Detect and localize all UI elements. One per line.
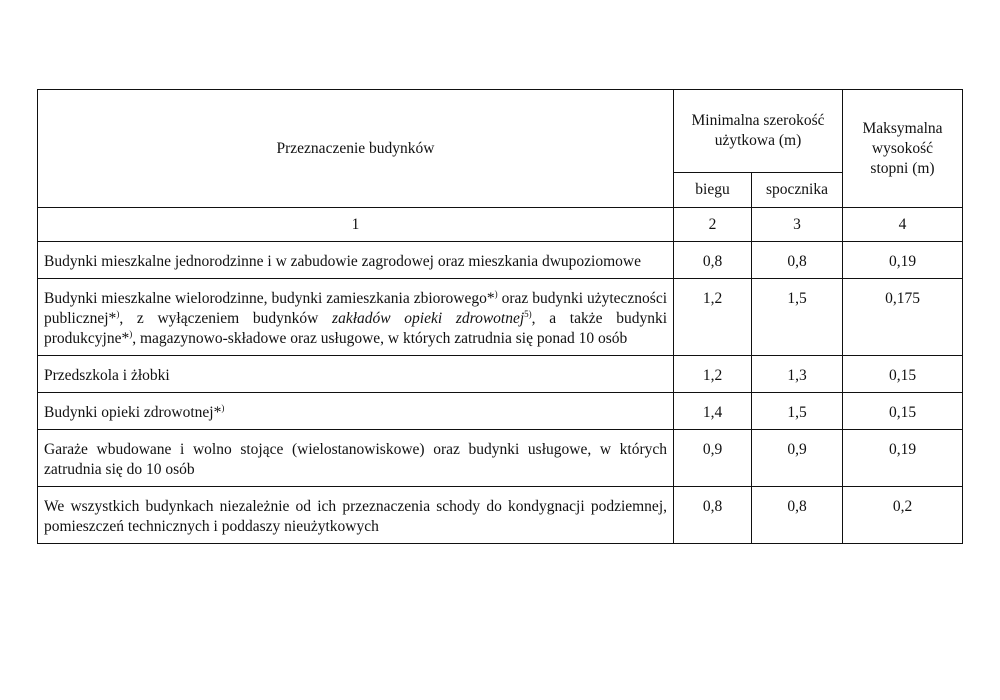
table-row: [38, 393, 963, 430]
header-min-width: Minimalna szerokość użytkowa (m): [674, 90, 843, 173]
header-max-height: Maksymalna wysokość stopni (m): [843, 90, 963, 208]
step-height-cell: 0,19: [843, 242, 963, 279]
step-height-cell: 0,15: [843, 356, 963, 393]
step-height-cell: 0,15: [843, 393, 963, 430]
building-purpose-cell: [38, 356, 674, 393]
building-purpose-text: Garaże wbudowane i wolno stojące (wielostanowiskowe) oraz budynki usługowe, w których zatrudnia się do 10 osób: [44, 441, 667, 478]
step-height-cell: 0,19: [843, 430, 963, 487]
flight-width-cell: 0,9: [674, 430, 752, 487]
landing-width-cell: 0,8: [752, 242, 843, 279]
landing-width-cell: 1,5: [752, 393, 843, 430]
header-purpose: Przeznaczenie budynków: [38, 90, 674, 208]
table-row: [38, 242, 963, 279]
footnote-marker: ): [221, 403, 225, 413]
building-purpose-text: We wszystkich budynkach niezależnie od ich przeznaczenia schody do kondygnacji podziemnej, pomieszczeń technicznych i poddaszy nieużytkowych: [44, 498, 667, 535]
building-purpose-text: Budynki mieszkalne jednorodzinne i w zabudowie zagrodowej oraz mieszkania dwupoziomowe: [44, 253, 641, 270]
building-purpose-cell: [38, 393, 674, 430]
landing-width-cell: 0,8: [752, 487, 843, 544]
table-row: [38, 487, 963, 544]
building-purpose-cell: [38, 487, 674, 544]
header-flight: biegu: [674, 173, 752, 208]
step-height-cell: 0,2: [843, 487, 963, 544]
column-number-row: [38, 208, 963, 242]
footnote-marker: ): [129, 329, 133, 339]
building-purpose-text: oraz budynki użyteczności publicznej*: [44, 290, 667, 327]
header-row-top: [38, 90, 963, 173]
landing-width-cell: 1,5: [752, 279, 843, 356]
flight-width-cell: 1,2: [674, 356, 752, 393]
building-purpose-text: Przedszkola i żłobki: [44, 367, 170, 384]
table-row: [38, 356, 963, 393]
step-height-cell: 0,175: [843, 279, 963, 356]
flight-width-cell: 1,2: [674, 279, 752, 356]
building-purpose-cell: [38, 430, 674, 487]
landing-width-cell: 1,3: [752, 356, 843, 393]
footnote-marker: ): [116, 309, 120, 319]
building-purpose-italic: zakładów opieki zdrowotnej: [332, 310, 525, 327]
building-purpose-text: , magazynowo-składowe oraz usługowe, w których zatrudnia się ponad 10 osób: [132, 330, 628, 347]
table-row: [38, 279, 963, 356]
building-purpose-text: Budynki opieki zdrowotnej*: [44, 404, 222, 421]
building-purpose-cell: [38, 279, 674, 356]
building-purpose-text: , a także budynki produkcyjne*: [44, 310, 667, 347]
building-purpose-cell: [38, 242, 674, 279]
column-number: 1: [38, 208, 674, 242]
flight-width-cell: 0,8: [674, 242, 752, 279]
stairs-requirements-table: [37, 89, 963, 544]
landing-width-cell: 0,9: [752, 430, 843, 487]
flight-width-cell: 0,8: [674, 487, 752, 544]
column-number: 2: [674, 208, 752, 242]
flight-width-cell: 1,4: [674, 393, 752, 430]
table-row: [38, 430, 963, 487]
column-number: 3: [752, 208, 843, 242]
building-purpose-text: Budynki mieszkalne wielorodzinne, budynki zamieszkania zbiorowego*: [44, 290, 495, 307]
column-number: 4: [843, 208, 963, 242]
footnote-marker: ): [494, 289, 498, 299]
header-landing: spocznika: [752, 173, 843, 208]
footnote-marker: 5): [524, 309, 532, 319]
building-purpose-text: , z wyłączeniem budynków: [119, 310, 333, 327]
